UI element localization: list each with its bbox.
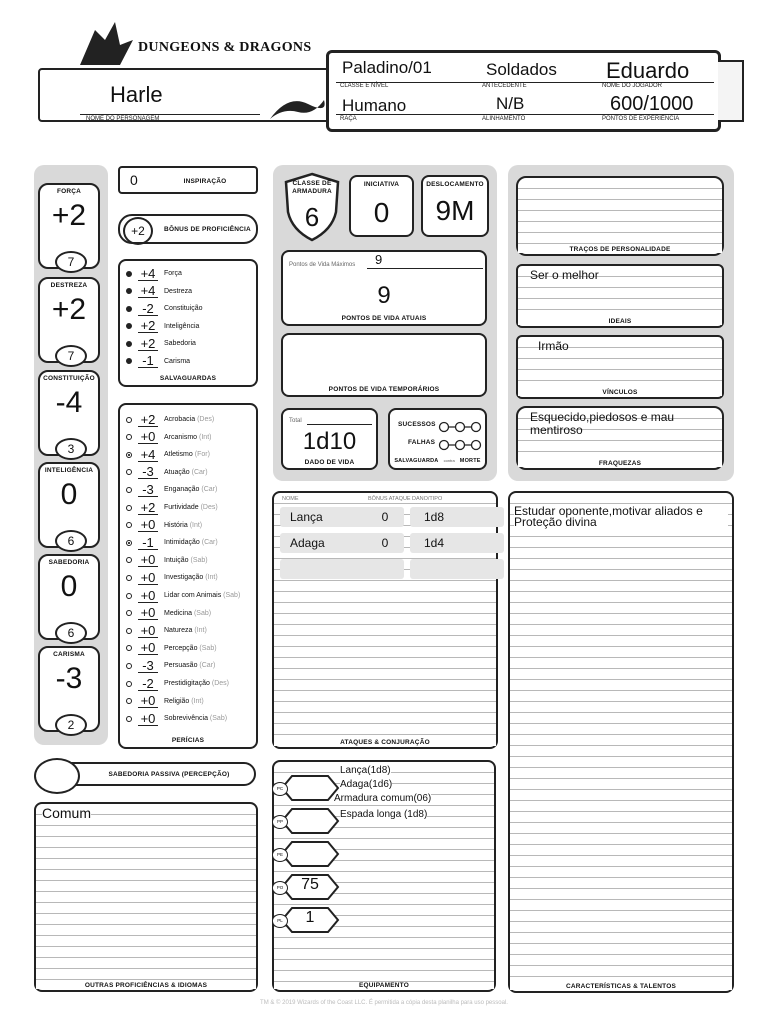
attack-bonus[interactable] — [366, 559, 404, 579]
skill-row[interactable] — [126, 640, 256, 657]
proficiency-dot-icon[interactable] — [126, 716, 132, 722]
proficiency-dot-icon[interactable] — [126, 610, 132, 616]
proficiencies-panel[interactable]: Comum OUTRAS PROFICIÊNCIAS & IDIOMAS — [34, 802, 258, 992]
initiative-box[interactable]: INICIATIVA 0 — [349, 175, 414, 237]
skills-panel: +2 Acrobacia (Des) +0 Arcanismo (Int) +4 Atletismo (For) -3 Atuação (Car) -3 Enganação (Car) +2 Furtividade (Des) +0 História (Int) -1 Intimidação (Car) +0 Intuição (Sab) +0 Investigação (Int) +0 Lidar com Animais (Sab) +0 Medicina (Sab) +0 Natureza (Int) +0 Percepção (Sab) -3 Persuasão (Car) -2 Prestidigitação (Des) +0 Religião (Int) +0 Sobrevivência (Sab) PERÍCIAS — [118, 403, 258, 749]
proficiency-dot-icon[interactable] — [126, 341, 132, 347]
skill-name: Acrobacia (Des) — [164, 416, 215, 423]
skill-value[interactable]: +0 — [138, 571, 158, 585]
skill-value[interactable]: +0 — [138, 694, 158, 708]
skill-attr: (For) — [194, 451, 210, 459]
proficiency-dot-icon[interactable] — [126, 522, 132, 528]
xp-value[interactable]: 600/1000 — [610, 93, 694, 115]
race-value[interactable]: Humano — [342, 96, 407, 115]
personality-traits-box[interactable]: TRAÇOS DE PERSONALIDADE — [516, 176, 724, 256]
death-save-label: SALVAGUARDA contra MORTE — [394, 458, 481, 464]
coin-pp[interactable] — [278, 807, 342, 835]
info-box-ribbon-right — [718, 60, 744, 122]
saving-throws-panel: +4 Força +4 Destreza -2 Constituição +2 Inteligência +2 Sabedoria -1 Carisma SALVAGUARDAS — [118, 259, 258, 387]
save-name: Carisma — [164, 357, 191, 365]
skill-attr: (Sab) — [209, 715, 228, 723]
skill-value[interactable]: +0 — [138, 589, 158, 603]
skill-attr: (Car) — [199, 662, 216, 670]
proficiency-box[interactable]: +2 BÔNUS DE PROFICIÊNCIA — [118, 214, 258, 244]
skill-name: Natureza (Int) — [164, 627, 207, 635]
footer-copyright: TM & © 2019 Wizards of the Coast LLC. É permitida a cópia desta planilha para uso pessoal. — [260, 1000, 508, 1006]
attacks-panel: NOME BÔNUS ATAQUE DANO/TIPO Lança 0 1d8 Adaga 0 1d4 ATAQUES & CONJURAÇÃO — [272, 491, 498, 749]
skill-row[interactable] — [126, 569, 256, 586]
class-level-value[interactable]: Paladino/01 — [342, 58, 432, 77]
proficiency-dot-icon[interactable] — [126, 358, 132, 364]
coin-pe[interactable] — [278, 840, 342, 868]
skill-row[interactable] — [126, 499, 256, 516]
coin-value[interactable]: 1 — [305, 909, 315, 926]
coin-label: PO — [272, 881, 288, 895]
proficiency-dot-icon[interactable] — [126, 505, 132, 511]
proficiency-dot-icon[interactable] — [126, 645, 132, 651]
proficiency-dot-icon[interactable] — [126, 540, 132, 546]
save-name: Força — [164, 270, 182, 277]
skill-value[interactable]: +0 — [138, 518, 158, 532]
skill-name: Sobrevivência (Sab) — [164, 715, 228, 723]
speed-box[interactable]: DESLOCAMENTO 9M — [421, 175, 489, 237]
proficiency-dot-icon[interactable] — [126, 271, 132, 277]
success-circles-icon[interactable] — [438, 418, 482, 437]
equipment-item[interactable]: Adaga(1d6) — [340, 779, 393, 790]
proficiency-dot-icon[interactable] — [126, 469, 132, 475]
skill-attr: (Int) — [194, 627, 207, 635]
skill-row[interactable] — [126, 411, 256, 428]
proficiency-dot-icon[interactable] — [126, 288, 132, 294]
proficiency-dot-icon[interactable] — [126, 434, 132, 440]
skill-attr: (Sab) — [223, 592, 241, 599]
coin-label: PC — [272, 782, 288, 796]
proficiency-dot-icon[interactable] — [126, 628, 132, 634]
skill-row[interactable] — [126, 464, 256, 481]
save-value[interactable]: -1 — [138, 354, 158, 368]
dragon-tail-icon — [268, 94, 326, 128]
proficiency-dot-icon[interactable] — [126, 593, 132, 599]
skill-value[interactable]: +0 — [138, 624, 158, 638]
skill-value[interactable]: +2 — [138, 413, 158, 427]
save-name: Constituição — [164, 305, 203, 312]
attack-damage[interactable] — [410, 559, 504, 579]
skill-attr: (Des) — [197, 416, 215, 423]
skill-value[interactable]: +0 — [138, 606, 158, 620]
coin-label: PL — [272, 914, 288, 928]
skill-value[interactable]: +2 — [138, 501, 158, 515]
proficiency-dot-icon[interactable] — [126, 306, 132, 312]
passive-wisdom-box[interactable]: SABEDORIA PASSIVA (PERCEPÇÃO) — [42, 762, 256, 786]
background-value[interactable]: Soldados — [486, 60, 557, 79]
equipment-item[interactable]: Espada longa (1d8) — [340, 809, 428, 820]
skill-row[interactable] — [126, 534, 256, 551]
skill-name: Intuição (Sab) — [164, 556, 208, 564]
skill-name: Atuação (Car) — [164, 468, 208, 476]
skill-value[interactable]: +4 — [138, 448, 158, 462]
skill-value[interactable]: +0 — [138, 641, 158, 655]
skill-value[interactable]: +0 — [138, 553, 158, 567]
coin-po[interactable] — [278, 873, 342, 901]
attack-bonus[interactable]: 0 — [366, 507, 404, 527]
skill-name: Intimidação (Car) — [164, 539, 218, 547]
inspiration-box[interactable]: 0 INSPIRAÇÃO — [118, 166, 258, 194]
skill-name: Arcanismo (Int) — [164, 433, 212, 441]
skill-value[interactable]: +0 — [138, 430, 158, 444]
background-label: ANTECEDENTE — [482, 83, 527, 89]
proficiency-dot-icon[interactable] — [126, 452, 132, 458]
attack-name[interactable] — [280, 559, 372, 579]
equipment-panel[interactable]: Lança(1d8) Adaga(1d6) Armadura comum(06) Espada longa (1d8) PC PP PE PO 75 PL 1 EQUIPAMENTO — [272, 760, 496, 992]
save-value[interactable]: -2 — [138, 302, 158, 316]
skill-attr: (Int) — [189, 521, 203, 529]
save-row[interactable] — [126, 353, 254, 370]
skill-attr: (Car) — [201, 539, 218, 547]
alignment-value[interactable]: N/B — [496, 94, 525, 113]
coin-label: PE — [272, 848, 288, 862]
skill-row[interactable] — [126, 605, 256, 622]
attack-name[interactable]: Lança — [280, 507, 372, 527]
dragon-logo-icon — [75, 20, 135, 70]
armor-class-shield[interactable]: CLASSE DE ARMADURA 6 — [282, 172, 342, 242]
proficiency-dot-icon[interactable] — [126, 575, 132, 581]
coin-label: PP — [272, 815, 288, 829]
skill-row[interactable] — [126, 693, 256, 710]
skill-name: Atletismo (For) — [164, 451, 210, 459]
features-panel[interactable]: Estudar oponente,motivar aliados e Proteção divina CARACTERÍSTICAS & TALENTOS — [508, 491, 734, 993]
save-name: Inteligência — [164, 322, 200, 330]
skill-attr: (Sab) — [199, 644, 217, 652]
ability-constitution[interactable]: CONSTITUIÇÃO -4 3 — [38, 370, 100, 456]
save-row[interactable] — [126, 318, 254, 335]
character-name[interactable]: Harle — [110, 82, 163, 107]
skill-name: Enganação (Car) — [164, 486, 218, 494]
attack-damage[interactable]: 1d8 — [410, 507, 504, 527]
skill-name: Medicina (Sab) — [164, 609, 212, 617]
skill-attr: (Int) — [205, 574, 218, 582]
skill-row[interactable] — [126, 710, 256, 727]
save-value[interactable]: +4 — [138, 284, 158, 298]
passive-wisdom-value[interactable] — [34, 758, 80, 794]
save-row[interactable] — [126, 265, 254, 282]
equipment-item[interactable]: Armadura comum(06) — [334, 793, 432, 804]
save-value[interactable]: +2 — [138, 319, 158, 333]
ability-intelligence[interactable]: INTELIGÊNCIA 0 6 — [38, 462, 100, 548]
death-saves-box[interactable]: SUCESSOS FALHAS SALVAGUARDA contra MORTE — [388, 408, 487, 470]
ability-strength[interactable]: FORÇA +2 7 — [38, 183, 100, 269]
character-name-label: NOME DO PERSONAGEM — [86, 116, 160, 122]
proficiency-dot-icon[interactable] — [126, 417, 132, 423]
proficiency-dot-icon[interactable] — [126, 557, 132, 563]
skill-value[interactable]: +0 — [138, 712, 158, 726]
skill-value[interactable]: -3 — [138, 483, 158, 497]
skill-row[interactable] — [126, 552, 256, 569]
save-value[interactable]: +2 — [138, 337, 158, 351]
player-value[interactable]: Eduardo — [606, 58, 690, 83]
skill-attr: (Car) — [191, 468, 208, 476]
skill-row[interactable] — [126, 446, 256, 463]
skill-name: Prestidigitação (Des) — [164, 680, 229, 687]
save-value[interactable]: +4 — [138, 267, 158, 281]
class-level-label: CLASSE E NÍVEL — [340, 83, 389, 89]
skill-row[interactable] — [126, 657, 256, 674]
skill-attr: (Int) — [191, 697, 204, 705]
equipment-item[interactable]: Lança(1d8) — [340, 765, 391, 776]
skill-attr: (Car) — [201, 486, 218, 494]
header — [30, 20, 746, 140]
skill-value[interactable]: -3 — [138, 465, 158, 479]
save-name: Sabedoria — [164, 340, 196, 347]
coin-value[interactable]: 75 — [301, 876, 319, 893]
bonds-box[interactable]: Irmão VÍNCULOS — [516, 335, 724, 399]
ideals-box[interactable]: Ser o melhor IDEAIS — [516, 264, 724, 328]
proficiency-dot-icon[interactable] — [126, 663, 132, 669]
hit-dice-box[interactable]: Total 1d10 DADO DE VIDA — [281, 408, 378, 470]
skill-attr: (Des) — [200, 504, 218, 511]
xp-label: PONTOS DE EXPERIÊNCIA — [602, 116, 680, 122]
attack-damage[interactable]: 1d4 — [410, 533, 504, 553]
skill-row[interactable] — [126, 517, 256, 534]
save-row[interactable] — [126, 335, 254, 352]
save-row[interactable] — [126, 300, 254, 317]
skill-row[interactable] — [126, 675, 256, 692]
skill-row[interactable] — [126, 622, 256, 639]
skill-name: Investigação (Int) — [164, 574, 218, 582]
skill-row[interactable] — [126, 429, 256, 446]
skill-attr: (Sab) — [190, 556, 208, 564]
skill-attr: (Des) — [211, 680, 229, 687]
proficiency-dot-icon[interactable] — [126, 698, 132, 704]
skill-attr: (Sab) — [193, 609, 212, 617]
skill-value[interactable]: -2 — [138, 677, 158, 691]
attack-name[interactable]: Adaga — [280, 533, 372, 553]
skill-name: Religião (Int) — [164, 697, 204, 705]
skill-value[interactable]: -3 — [138, 659, 158, 673]
skill-name: Persuasão (Car) — [164, 662, 216, 670]
skill-name: História (Int) — [164, 521, 203, 529]
flaws-box[interactable]: Esquecido,piedosos e mau mentiroso FRAQUEZAS — [516, 406, 724, 470]
skill-name: Lidar com Animais (Sab) — [164, 592, 241, 599]
skill-name: Furtividade (Des) — [164, 504, 218, 511]
ability-wisdom[interactable]: SABEDORIA 0 6 — [38, 554, 100, 640]
race-label: RAÇA — [340, 116, 357, 122]
hp-current-box[interactable]: Pontos de Vida Máximos 9 9 PONTOS DE VIDA ATUAIS — [281, 250, 487, 326]
proficiency-dot-icon[interactable] — [126, 487, 132, 493]
skill-value[interactable]: -1 — [138, 536, 158, 550]
attack-bonus[interactable]: 0 — [366, 533, 404, 553]
ability-dexterity[interactable]: DESTREZA +2 7 — [38, 277, 100, 363]
hp-temp-box[interactable]: PONTOS DE VIDA TEMPORÁRIOS — [281, 333, 487, 397]
save-name: Destreza — [164, 287, 193, 295]
skill-name: Percepção (Sab) — [164, 644, 217, 652]
proficiency-dot-icon[interactable] — [126, 323, 132, 329]
coin-pl[interactable] — [278, 906, 342, 934]
player-label: NOME DO JOGADOR — [602, 83, 663, 89]
logo-text: DUNGEONS & DRAGONS — [138, 40, 312, 55]
skill-attr: (Int) — [199, 433, 212, 441]
ability-charisma[interactable]: CARISMA -3 2 — [38, 646, 100, 732]
alignment-label: ALINHAMENTO — [482, 116, 526, 122]
skill-row[interactable] — [126, 587, 256, 604]
proficiency-dot-icon[interactable] — [126, 681, 132, 687]
skill-row[interactable] — [126, 481, 256, 498]
coin-pc[interactable] — [278, 774, 342, 802]
save-row[interactable] — [126, 283, 254, 300]
